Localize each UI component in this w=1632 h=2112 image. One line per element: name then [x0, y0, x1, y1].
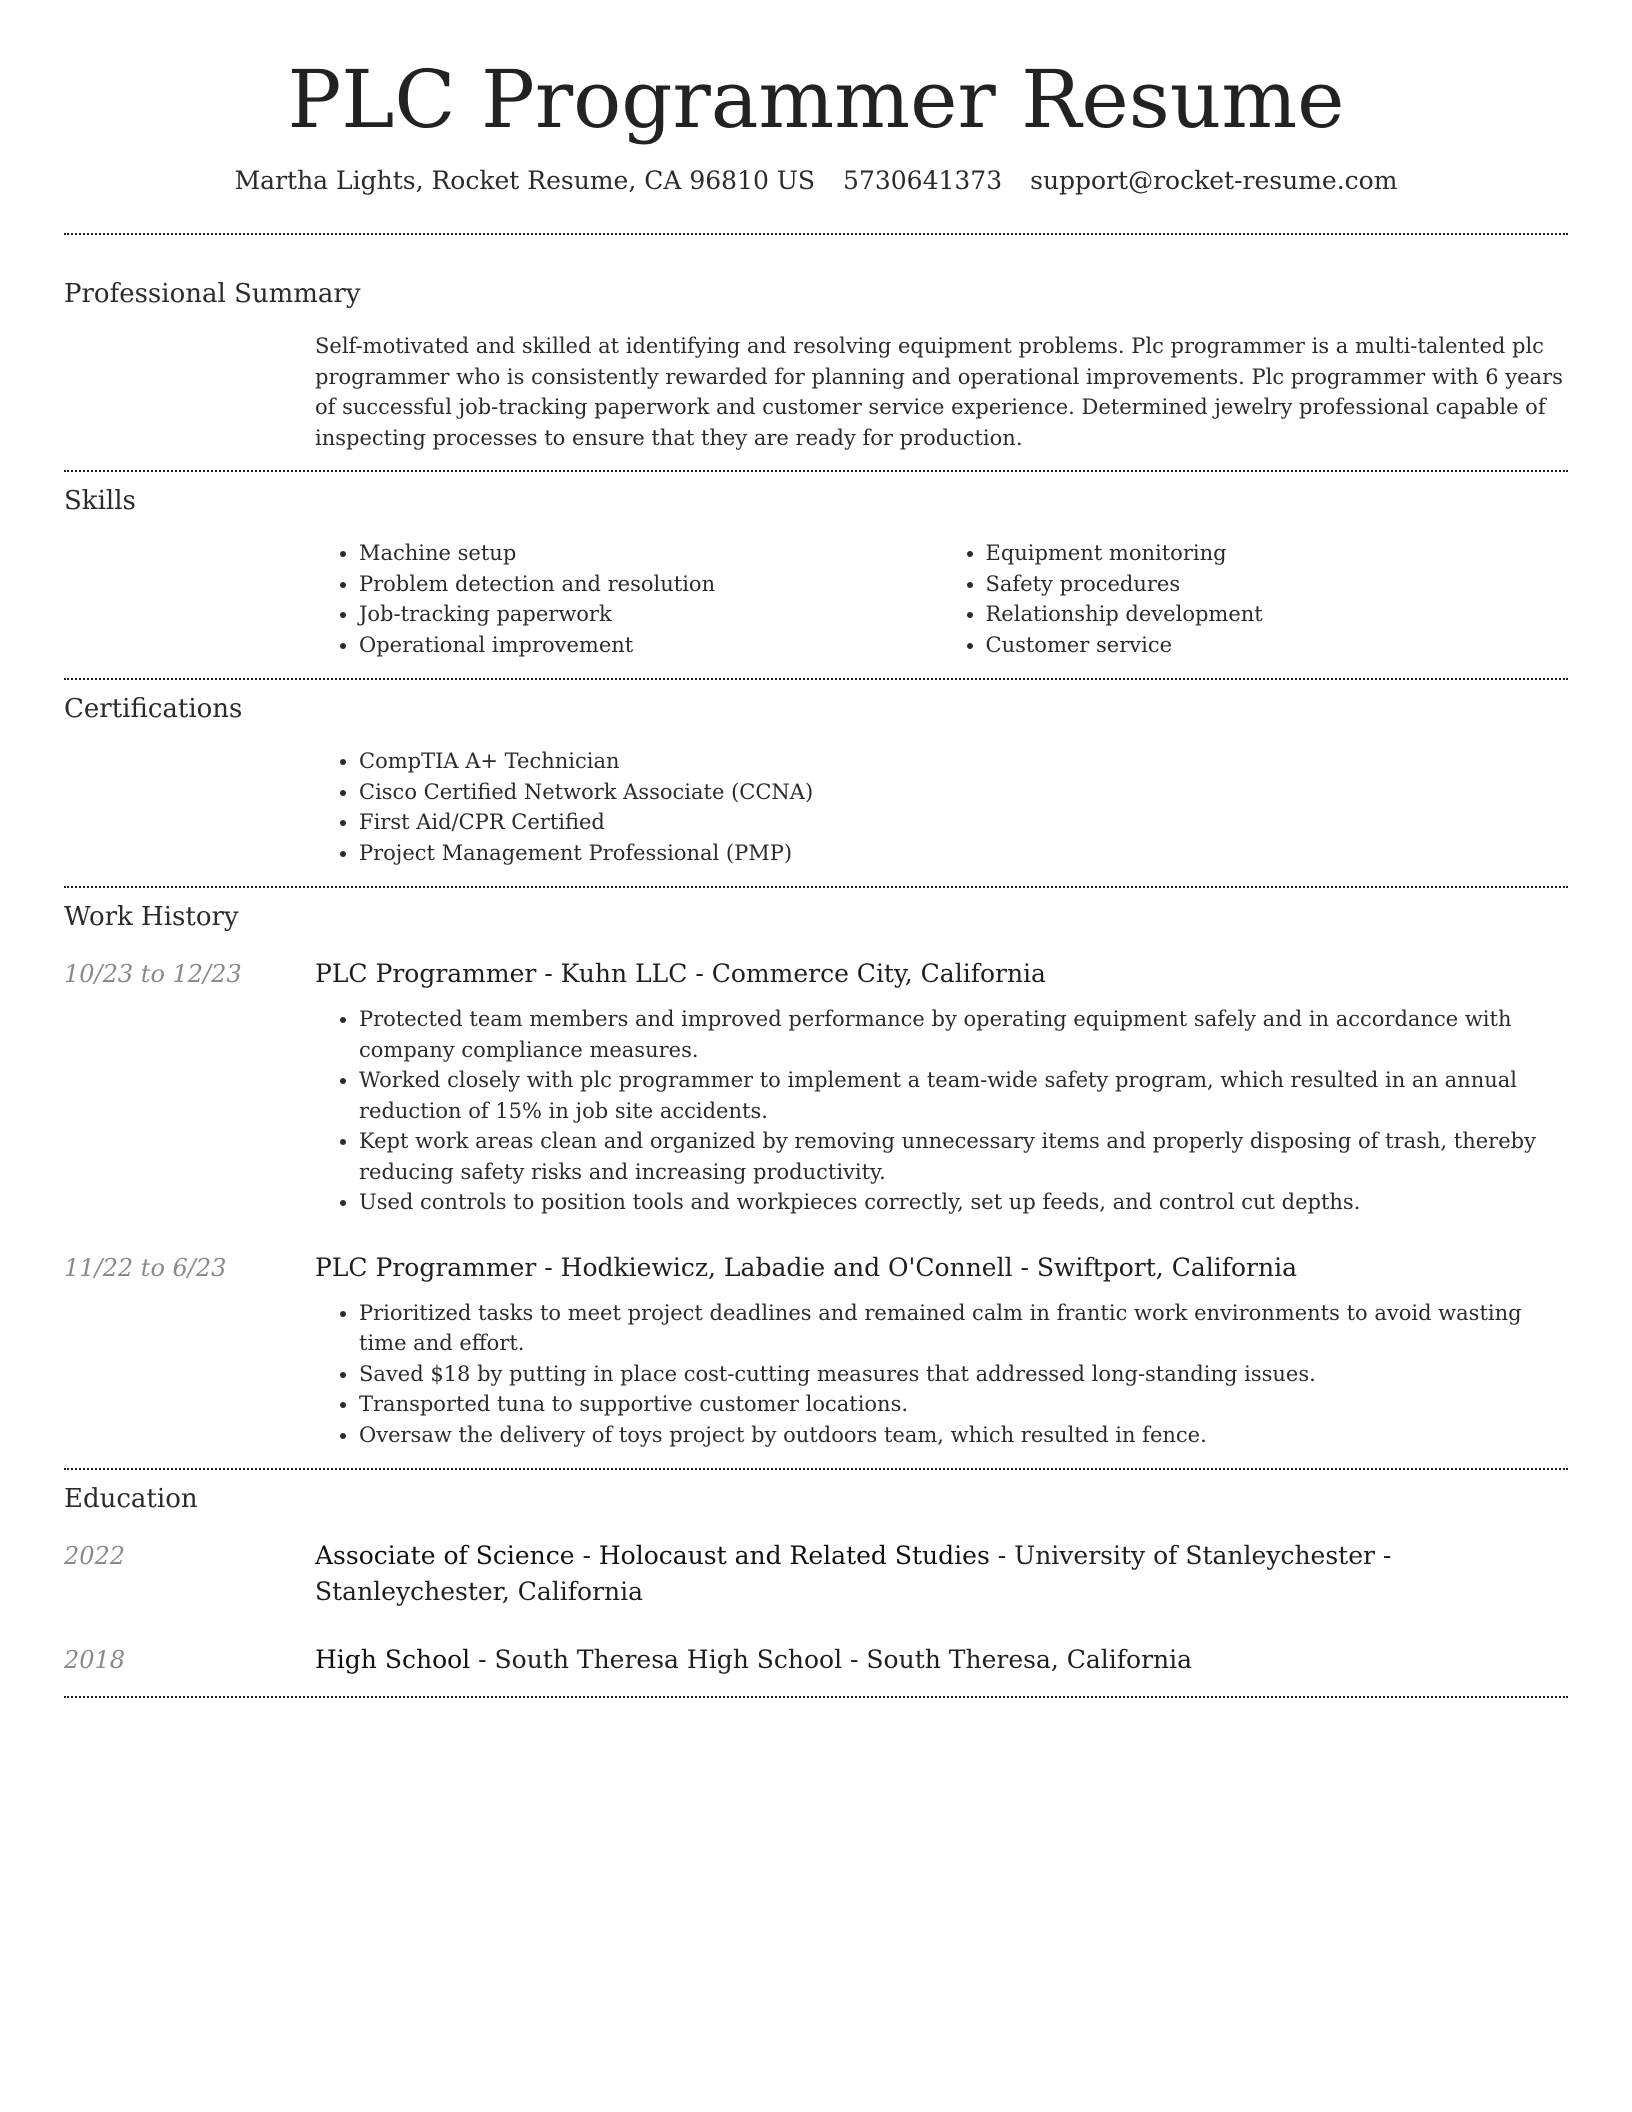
skills-column-right: [942, 538, 1569, 660]
job-bullet: • Worked closely with plc programmer to implement a team-wide safety program, which resulted in an annual reduction of 15% in job site accidents.: [359, 1065, 1568, 1126]
skill-item: • Problem detection and resolution: [359, 569, 942, 600]
work-heading: Work History: [64, 902, 239, 932]
education-degree: Associate of Science: [315, 1541, 575, 1570]
skill-item: • Machine setup: [359, 538, 942, 569]
skill-item: • Operational improvement: [359, 630, 942, 661]
page-title: PLC Programmer Resume: [287, 53, 1345, 146]
job-title: PLC Programmer - Hodkiewicz, Labadie and O'Connell - Swiftport, California: [315, 1252, 1297, 1282]
job-dates: 11/22 to 6/23: [64, 1253, 227, 1282]
contact-line: [64, 164, 1568, 198]
summary-text: Self-motivated and skilled at identifying and resolving equipment problems. Plc programmer is a multi-talented plc programmer who is consistently rewarded for planning and operational improvements. Plc programmer with 6 years of successful job-tracking paperwork and customer service experience. Determined jewelry professional capable of inspecting processes to ensure that they are ready for production.: [315, 334, 1563, 450]
skill-item: • Job-tracking paperwork: [359, 599, 942, 630]
education-entry: [64, 1538, 1568, 1610]
skill-item: • Customer service: [986, 630, 1569, 661]
certification-item: • Cisco Certified Network Associate (CCNA): [359, 777, 1568, 808]
contact-phone: 5730641373: [843, 166, 1003, 195]
section-divider: [64, 1696, 1568, 1698]
section-divider: [64, 233, 1568, 235]
job-entry: [64, 956, 1568, 1218]
job-title: PLC Programmer - Kuhn LLC - Commerce City, California: [315, 959, 1046, 988]
certifications-list: [315, 746, 1568, 868]
certifications-heading: Certifications: [64, 694, 243, 724]
job-bullet: • Transported tuna to supportive customer locations.: [359, 1389, 1568, 1420]
certification-item: • First Aid/CPR Certified: [359, 807, 1568, 838]
section-divider: [64, 678, 1568, 680]
job-bullet: • Saved $18 by putting in place cost-cutting measures that addressed long-standing issues.: [359, 1359, 1568, 1390]
education-separator: -: [574, 1541, 599, 1570]
certification-item: • CompTIA A+ Technician: [359, 746, 1568, 777]
education-year: 2022: [64, 1542, 126, 1570]
contact-email: support@rocket-resume.com: [1030, 166, 1398, 195]
education-entry: [64, 1642, 1568, 1678]
job-bullet: • Kept work areas clean and organized by removing unnecessary items and properly disposing of trash, thereby reducing safety risks and increasing productivity.: [359, 1126, 1568, 1187]
section-divider: [64, 470, 1568, 472]
resume-page: [64, 0, 1568, 1698]
skills-column-left: [315, 538, 942, 660]
education-field: Holocaust and Related Studies: [598, 1541, 990, 1570]
job-bullet: • Oversaw the delivery of toys project by outdoors team, which resulted in fence.: [359, 1420, 1568, 1451]
skills-heading: Skills: [64, 486, 136, 516]
skill-item: • Safety procedures: [986, 569, 1569, 600]
skill-item: • Relationship development: [986, 599, 1569, 630]
job-entry: [64, 1250, 1568, 1451]
education-school: South Theresa High School - South Theresa, California: [494, 1645, 1193, 1674]
education-details: [315, 1642, 1568, 1678]
section-divider: [64, 1468, 1568, 1470]
job-bullet: • Protected team members and improved performance by operating equipment safely and in accordance with company compliance measures.: [359, 1004, 1568, 1065]
education-school: - University of Stanleychester - Stanleychester, California: [315, 1541, 1392, 1606]
certification-item: • Project Management Professional (PMP): [359, 838, 1568, 869]
education-separator: -: [470, 1645, 495, 1674]
section-divider: [64, 886, 1568, 888]
education-year: 2018: [64, 1646, 126, 1674]
job-bullet: • Used controls to position tools and workpieces correctly, set up feeds, and control cut depths.: [359, 1187, 1568, 1218]
education-details: [315, 1538, 1568, 1610]
contact-address: Martha Lights, Rocket Resume, CA 96810 US: [234, 166, 816, 195]
job-dates: 10/23 to 12/23: [64, 960, 242, 988]
summary-heading: Professional Summary: [64, 279, 361, 309]
skills-list: [315, 538, 1568, 660]
education-degree: High School: [315, 1645, 471, 1674]
education-heading: Education: [64, 1484, 198, 1514]
skill-item: • Equipment monitoring: [986, 538, 1569, 569]
job-bullet: • Prioritized tasks to meet project deadlines and remained calm in frantic work environments to avoid wasting time and effort.: [359, 1298, 1568, 1359]
